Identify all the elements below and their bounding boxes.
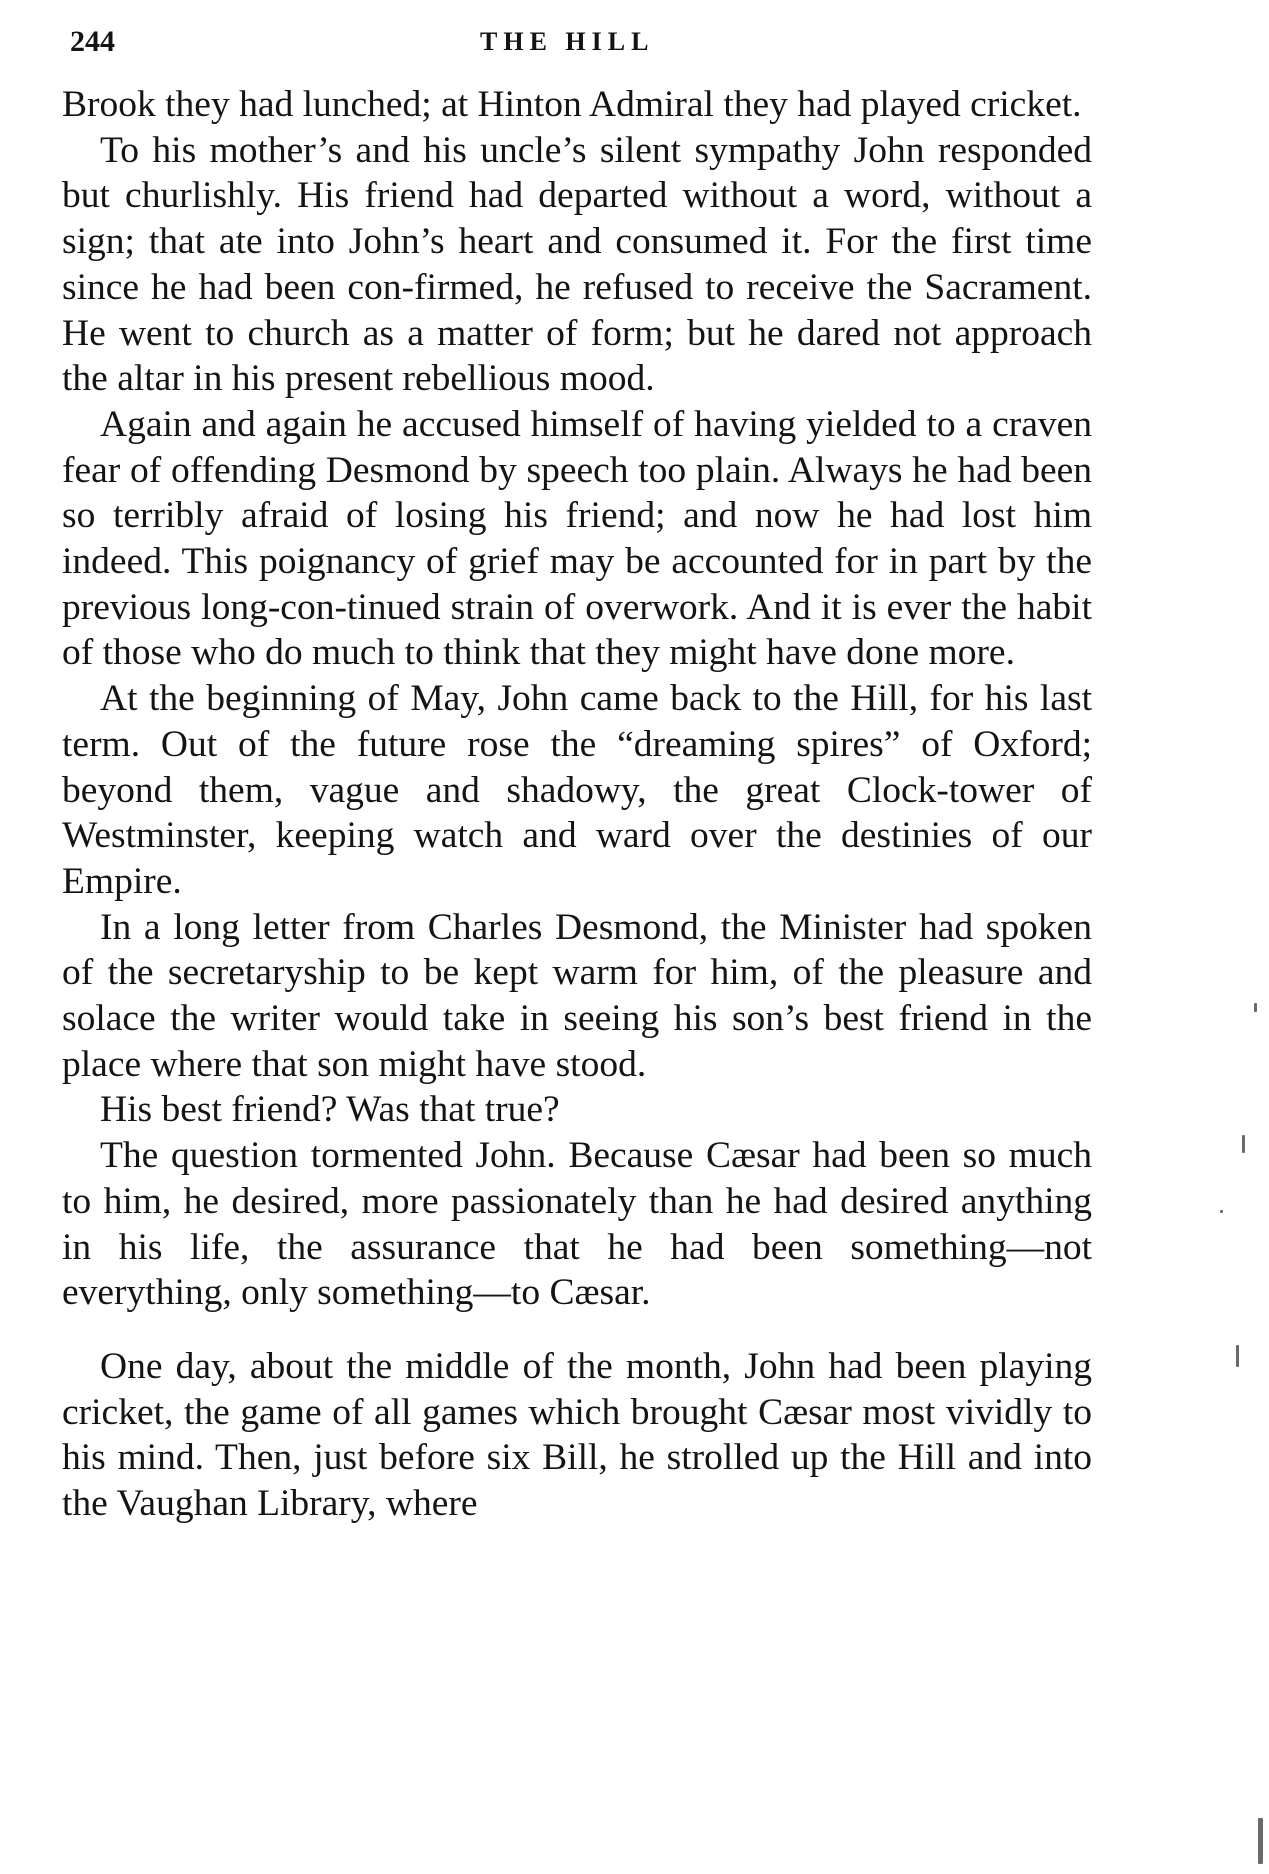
paragraph: In a long letter from Charles Desmond, the Minister had spoken of the secretaryship to be kept warm for him, of the pleasure and solace the writer would take in seeing his son’s best friend in the place where that son might have stood. bbox=[62, 906, 1092, 1085]
body-text bbox=[62, 82, 1092, 1527]
scan-speck bbox=[1220, 1210, 1223, 1213]
scan-speck bbox=[1236, 1345, 1239, 1367]
paragraph: At the beginning of May, John came back to the Hill, for his last term. Out of the future rose the “dreaming spires” of Oxford; beyond them, vague and shadowy, the great Clock-tower of Westminster, keeping watch and ward over the destinies of our Empire. bbox=[62, 678, 1092, 902]
paragraph: His best friend? Was that true? bbox=[100, 1089, 560, 1131]
running-head bbox=[70, 22, 1090, 62]
scan-speck bbox=[1242, 1135, 1245, 1153]
running-title: THE HILL bbox=[480, 27, 655, 56]
paragraph: The question tormented John. Because Cæsar had been so much to him, he desired, more passionately than he had desired anything in his life, the assurance that he had been something—not everything, only something—to Cæsar. bbox=[62, 1135, 1092, 1314]
scan-speck bbox=[1258, 1818, 1263, 1864]
paragraph: Again and again he accused himself of having yielded to a craven fear of offending Desmond by speech too plain. Always he had been so terribly afraid of losing his friend; and now he had lost him indeed. This poignancy of grief may be accounted for in part by the previous long-con-tinued strain of overwork. And it is ever the habit of those who do much to think that they might have done more. bbox=[62, 403, 1092, 674]
paragraph-continued: Brook they had lunched; at Hinton Admiral they had played cricket. bbox=[62, 84, 1082, 125]
page-number: 244 bbox=[70, 25, 115, 58]
scan-speck bbox=[1254, 1003, 1257, 1012]
paragraph: To his mother’s and his uncle’s silent sympathy John responded but churlishly. His friend had departed without a word, without a sign; that ate into John’s heart and consumed it. For the first time since he had been con-firmed, he refused to receive the Sacrament. He went to church as a matter of form; but he dared not approach the altar in his present rebellious mood. bbox=[62, 129, 1092, 400]
paragraph: One day, about the middle of the month, John had been playing cricket, the game of all games which brought Cæsar most vividly to his mind. Then, just before six Bill, he strolled up the Hill and into the Vaughan Library, where bbox=[62, 1345, 1092, 1525]
